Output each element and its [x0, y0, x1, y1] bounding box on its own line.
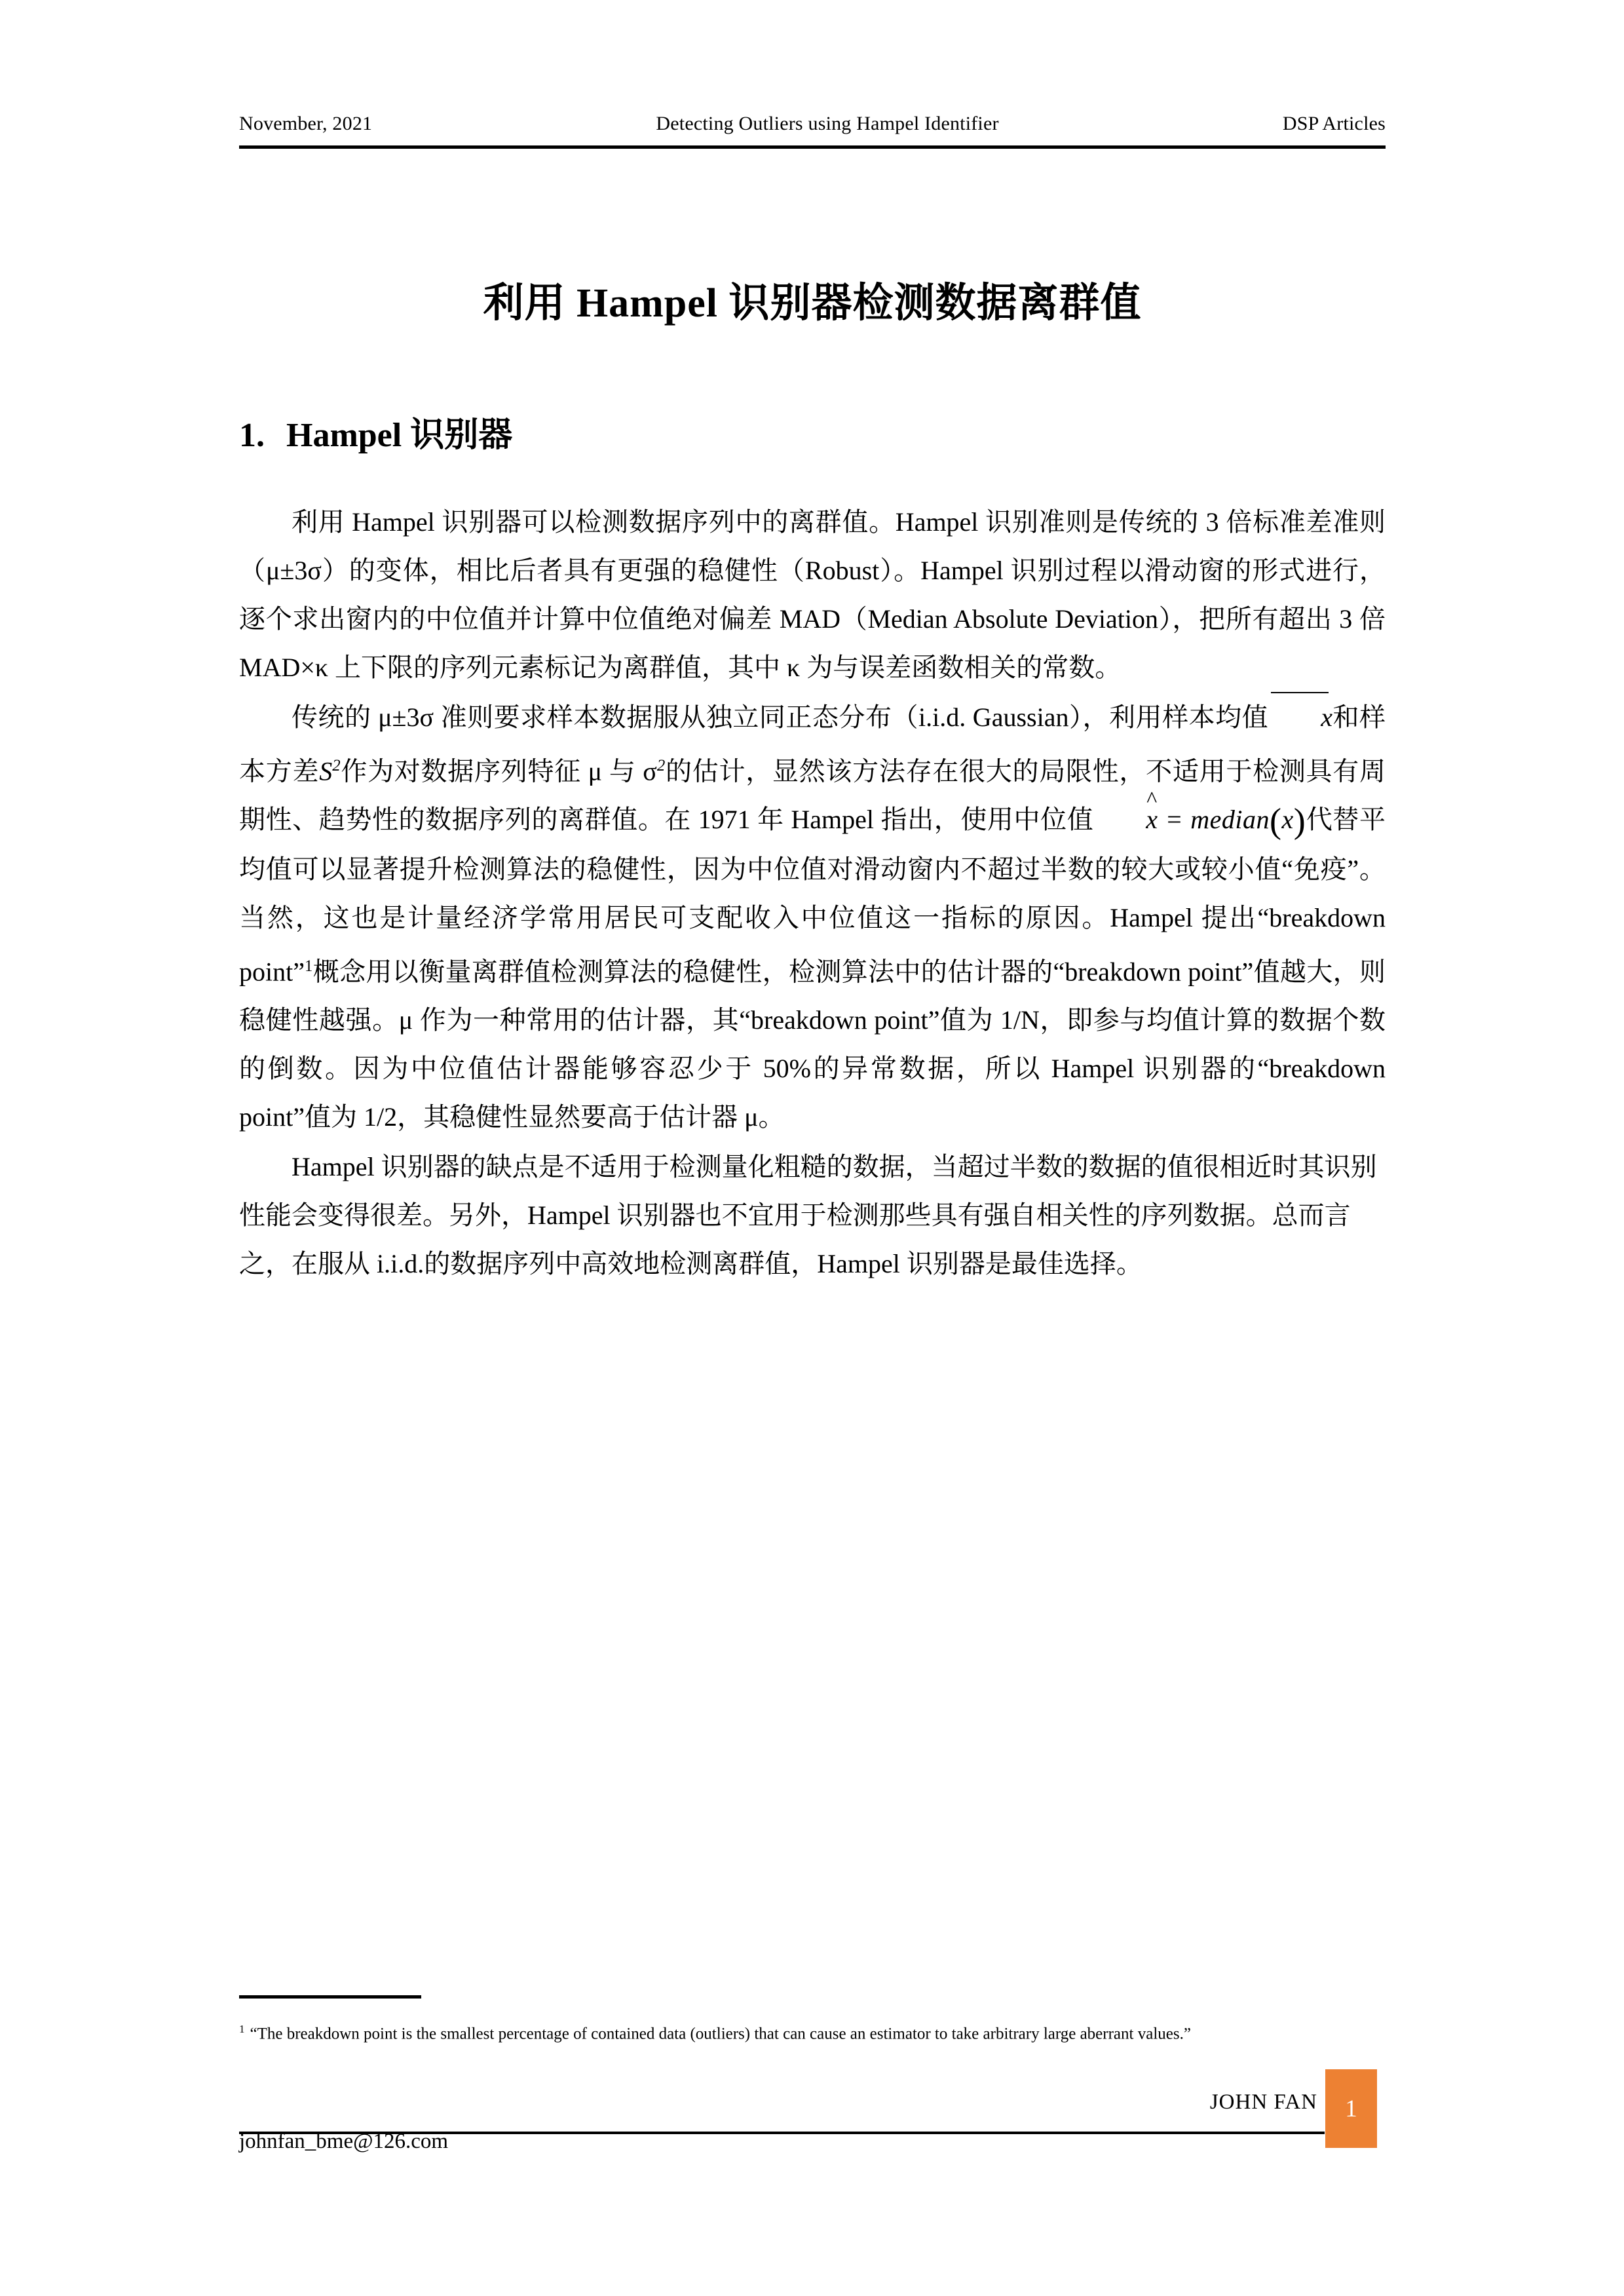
median-formula	[1093, 801, 1306, 841]
page-number-badge: 1	[1325, 2069, 1377, 2148]
x-hat-symbol: x ^	[1093, 795, 1158, 844]
header-date: November, 2021	[239, 113, 373, 134]
paragraph-2-part-d: 的估计，显然该方法存在很大的局限性，不适用于检测具有周期性、趋势性的数据序列的离群值。在 1971 年 Hampel 指出，使用中位值	[239, 756, 1386, 835]
sigma-exponent: 2	[656, 757, 666, 775]
paragraph-2-part-c: 作为对数据序列特征 μ 与 σ	[340, 756, 657, 786]
median-function-name: median	[1190, 805, 1270, 835]
x-bar-symbol: x	[1268, 693, 1332, 742]
footnote-reference-1[interactable]: 1	[304, 957, 313, 975]
paragraph-3	[239, 1143, 1386, 1288]
running-header	[239, 113, 1386, 135]
paragraph-1-text: 利用 Hampel 识别器可以检测数据序列中的离群值。Hampel 识别准则是传统的 3 倍标准差准则（μ±3σ）的变体，相比后者具有更强的稳健性（Robust）。Hampel 识别过程以滑动窗的形式进行，逐个求出窗内的中位值并计算中位值绝对偏差 MAD（Median Absolute Deviation），把所有超出 3 倍 MAD×κ 上下限的序列元素标记为离群值，其中 κ 为与误差函数相关的常数。	[239, 507, 1386, 682]
section-title: Hampel 识别器	[286, 417, 513, 455]
section-number: 1.	[239, 417, 265, 455]
footer-email: johnfan_bme@126.com	[239, 2130, 449, 2153]
median-argument: x	[1281, 805, 1294, 835]
paragraph-2	[239, 693, 1386, 1141]
section-heading-1	[239, 407, 512, 456]
footnote-divider	[239, 1995, 421, 1999]
footnote-1	[239, 2015, 1386, 2048]
paragraph-2-part-f: 概念用以衡量离群值检测算法的稳健性，检测算法中的估计器的“breakdown point”值越大，则稳健性越强。μ 作为一种常用的估计器，其“breakdown point”值为 1/N，即参与均值计算的数据个数的倒数。因为中位值估计器能够容忍少于 50%的异常数据，所以 Hampel 识别器的“breakdown point”值为 1/2，其稳健性显然要高于估计器 μ。	[239, 957, 1386, 1132]
paragraph-2-part-e: 代替平均值可以显著提升检测算法的稳健性，因为中位值对滑动窗内不超过半数的较大或较小值“免疫”。当然，这也是计量经济学常用居民可支配收入中位值这一指标的原因。Hampel 提出“breakdown point”	[239, 805, 1386, 987]
paragraph-2-part-b: 和样本方差	[239, 702, 1386, 786]
paragraph-2-part-a: 传统的 μ±3σ 准则要求样本数据服从独立同正态分布（i.i.d. Gaussian），利用样本均值	[292, 702, 1269, 732]
paragraph-1	[239, 498, 1386, 692]
equals-sign: =	[1158, 805, 1191, 835]
header-title: Detecting Outliers using Hampel Identifier	[656, 113, 999, 134]
paragraph-3-text: Hampel 识别器的缺点是不适用于检测量化粗糙的数据，当超过半数的数据的值很相近时其识别性能会变得很差。另外，Hampel 识别器也不宜用于检测那些具有强自相关性的序列数据。总而言之，在服从 i.i.d.的数据序列中高效地检测离群值，Hampel 识别器是最佳选择。	[239, 1152, 1377, 1279]
variance-symbol: S	[319, 756, 333, 786]
header-category: DSP Articles	[1282, 113, 1386, 134]
footnote-text: “The breakdown point is the smallest percentage of contained data (outliers) that can cause an estimator to take arbitrary large aberrant values.”	[250, 2025, 1191, 2043]
footer-author: JOHN FAN	[1209, 2090, 1317, 2114]
right-paren: )	[1293, 801, 1306, 841]
footnote-marker: 1	[239, 2023, 245, 2035]
header-divider	[239, 145, 1386, 149]
page-title: 利用 Hampel 识别器检测数据离群值	[483, 280, 1142, 326]
document-body	[239, 498, 1386, 1290]
left-paren: (	[1270, 801, 1282, 841]
variance-exponent: 2	[332, 757, 341, 775]
